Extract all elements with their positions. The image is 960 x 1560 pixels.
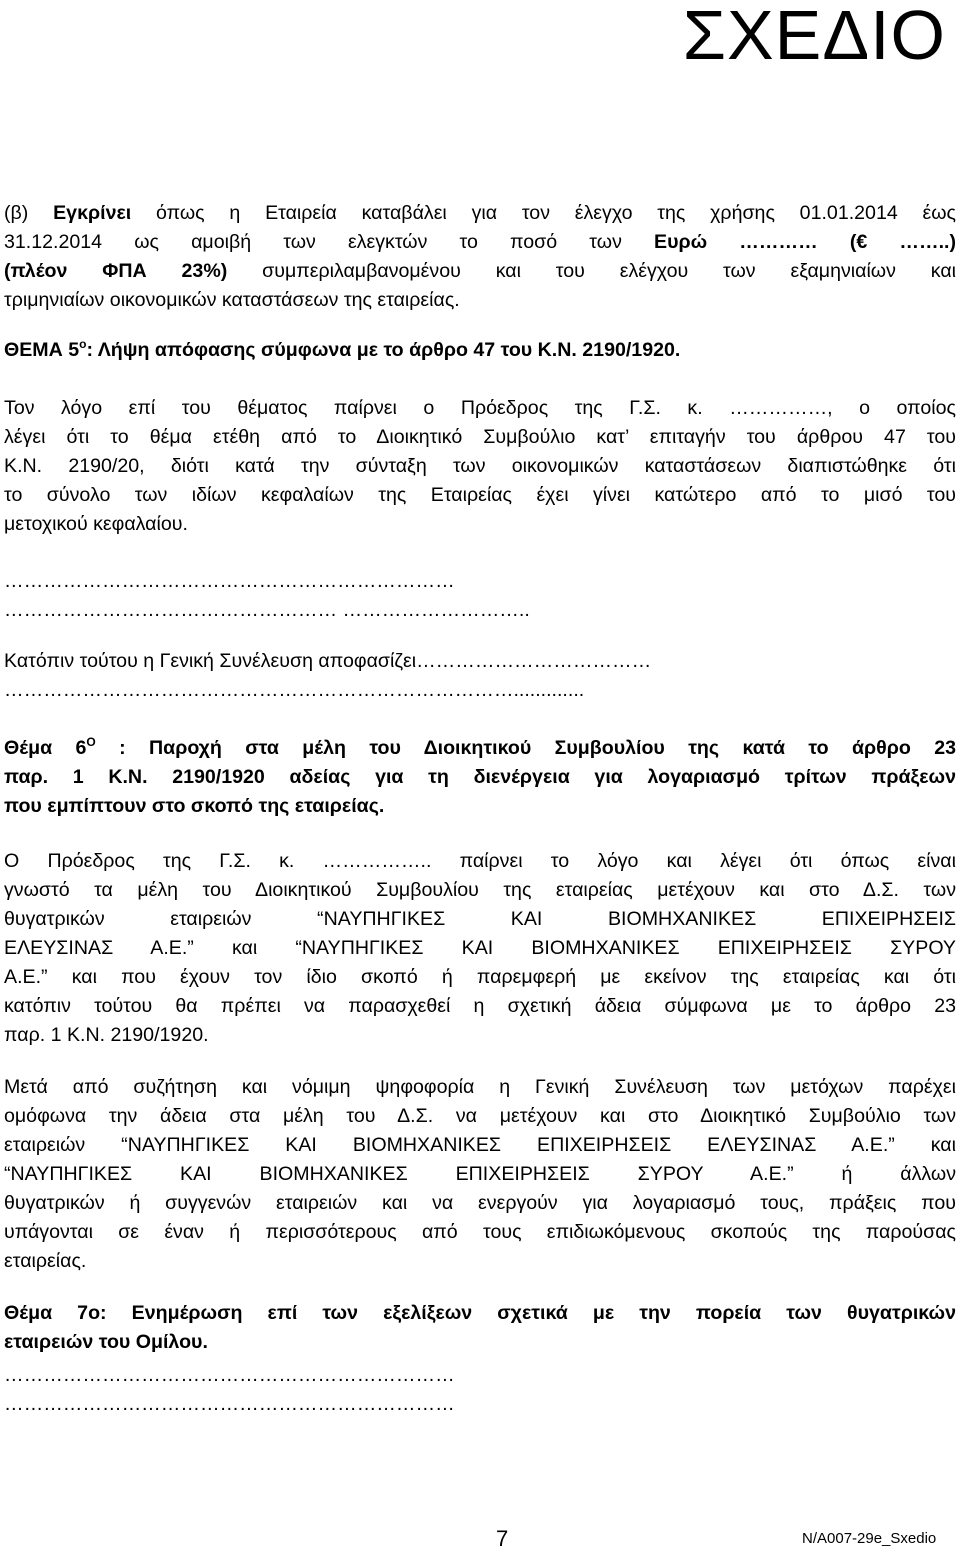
- section-heading-6: [0, 734, 960, 763]
- superscript: Ο: [86, 735, 96, 749]
- dotted-placeholder: …………………………………………… ………………………..: [4, 599, 530, 621]
- paragraph-line: [0, 257, 960, 286]
- dotted-placeholder: …………………………………………………………………….............: [4, 679, 585, 701]
- text-run: 31.12.2014 ως αμοιβή των ελεγκτών το ποσό των: [4, 231, 655, 253]
- paragraph-line: [0, 228, 960, 257]
- heading-text: : Λήψη απόφασης σύμφωνα με το άρθρο 47 του Κ.Ν. 2190/1920.: [86, 339, 681, 361]
- section-heading-6-line: παρ. 1 Κ.Ν. 2190/1920 αδείας για τη διενέργεια για λογαριασμό τρίτων πράξεων: [4, 766, 956, 788]
- page-number: 7: [496, 1526, 509, 1551]
- paragraph-line: υπάγονται σε έναν ή περισσότερους από τους επιδιωκόμενους σκοπούς της παρούσας: [4, 1221, 956, 1243]
- heading-text: Θέμα 6: [4, 737, 87, 759]
- bold-run: (πλέον ΦΠΑ 23%): [4, 260, 228, 282]
- paragraph-line: το σύνολο των ιδίων κεφαλαίων της Εταιρείας έχει γίνει κατώτερο από το μισό του: [4, 484, 956, 506]
- section-heading-6-line: που εμπίπτουν στο σκοπό της εταιρείας.: [4, 795, 385, 817]
- bold-run: Εγκρίνει: [53, 202, 132, 224]
- paragraph-line: θυγατρικών εταιρειών “ΝΑΥΠΗΓΙΚΕΣ ΚΑΙ ΒΙΟΜΗΧΑΝΙΚΕΣ ΕΠΙΧΕΙΡΗΣΕΙΣ: [4, 908, 956, 930]
- paragraph-line: εταιρειών “ΝΑΥΠΗΓΙΚΕΣ ΚΑΙ ΒΙΟΜΗΧΑΝΙΚΕΣ ΕΠΙΧΕΙΡΗΣΕΙΣ ΕΛΕΥΣΙΝΑΣ Α.Ε.” και: [4, 1134, 956, 1156]
- dotted-placeholder: ……………………………………………………………: [4, 1364, 455, 1386]
- text-run: συμπεριλαμβανομένου και του ελέγχου των εξαμηνιαίων και: [227, 260, 956, 282]
- paragraph-line: ΕΛΕΥΣΙΝΑΣ Α.Ε.” και “ΝΑΥΠΗΓΙΚΕΣ ΚΑΙ ΒΙΟΜΗΧΑΝΙΚΕΣ ΕΠΙΧΕΙΡΗΣΕΙΣ ΣΥΡΟΥ: [4, 937, 956, 959]
- paragraph-line: τριμηνιαίων οικονομικών καταστάσεων της εταιρείας.: [4, 289, 460, 311]
- paragraph-line: [0, 199, 960, 228]
- paragraph-line: γνωστό τα μέλη του Διοικητικού Συμβουλίου της εταιρείας μετέχουν και στο Δ.Σ. των: [4, 879, 956, 901]
- superscript: ο: [79, 337, 87, 351]
- paragraph-line: “ΝΑΥΠΗΓΙΚΕΣ ΚΑΙ ΒΙΟΜΗΧΑΝΙΚΕΣ ΕΠΙΧΕΙΡΗΣΕΙΣ ΣΥΡΟΥ Α.Ε.” ή άλλων: [4, 1163, 956, 1185]
- section-heading-7-line: εταιρειών του Ομίλου.: [4, 1331, 208, 1353]
- draft-watermark-title: ΣΧΕΔΙΟ: [682, 0, 946, 74]
- dotted-placeholder: ……………………………………………………………: [4, 570, 455, 592]
- paragraph-line: εταιρείας.: [4, 1250, 87, 1272]
- paragraph-line: Α.Ε.” και που έχουν τον ίδιο σκοπό ή παρεμφερή με εκείνον της εταιρείας και ότι: [4, 966, 956, 988]
- paragraph-line: παρ. 1 Κ.Ν. 2190/1920.: [4, 1024, 209, 1046]
- paragraph-line: ομόφωνα την άδεια στα μέλη του Δ.Σ. να μετέχουν και στο Διοικητικό Συμβούλιο των: [4, 1105, 956, 1127]
- paragraph-line: θυγατρικών ή συγγενών εταιρειών και να ενεργούν για λογαριασμό τους, πράξεις που: [4, 1192, 956, 1214]
- paragraph-line: Τον λόγο επί του θέματος παίρνει ο Πρόεδρος της Γ.Σ. κ. ……………, ο οποίος: [4, 397, 956, 419]
- paragraph-line: Κατόπιν τούτου η Γενική Συνέλευση αποφασίζει………………………………: [4, 650, 652, 672]
- section-heading-5: [4, 336, 960, 365]
- paragraph-line: λέγει ότι το θέμα ετέθη από το Διοικητικό Συμβούλιο κατ’ επιταγήν του άρθρου 47 του: [4, 426, 956, 448]
- paragraph-line: Μετά από συζήτηση και νόμιμη ψηφοφορία η Γενική Συνέλευση των μετόχων παρέχει: [4, 1076, 956, 1098]
- bold-run: Ευρώ ………… (€ ……..): [654, 231, 956, 253]
- dotted-placeholder: ……………………………………………………………: [4, 1393, 455, 1415]
- text-run: (β): [4, 202, 54, 224]
- paragraph-line: μετοχικού κεφαλαίου.: [4, 513, 188, 535]
- paragraph-line: κατόπιν τούτου θα πρέπει να παρασχεθεί η σχετική άδεια σύμφωνα με το άρθρο 23: [4, 995, 956, 1017]
- document-code: N/A007-29e_Sxedio: [802, 1530, 937, 1547]
- heading-text: : Παροχή στα μέλη του Διοικητικού Συμβουλίου της κατά το άρθρο 23: [95, 737, 956, 759]
- section-heading-7: Θέμα 7ο: Ενημέρωση επί των εξελίξεων σχετικά με την πορεία των θυγατρικών: [4, 1302, 956, 1324]
- text-run: όπως η Εταιρεία καταβάλει για τον έλεγχο της χρήσης 01.01.2014 έως: [131, 202, 957, 224]
- paragraph-line: Κ.Ν. 2190/20, διότι κατά την σύνταξη των οικονομικών καταστάσεων διαπιστώθηκε ότι: [4, 455, 956, 477]
- heading-text: ΘΕΜΑ 5: [4, 339, 80, 361]
- paragraph-line: Ο Πρόεδρος της Γ.Σ. κ. …………….. παίρνει το λόγο και λέγει ότι όπως είναι: [4, 850, 956, 872]
